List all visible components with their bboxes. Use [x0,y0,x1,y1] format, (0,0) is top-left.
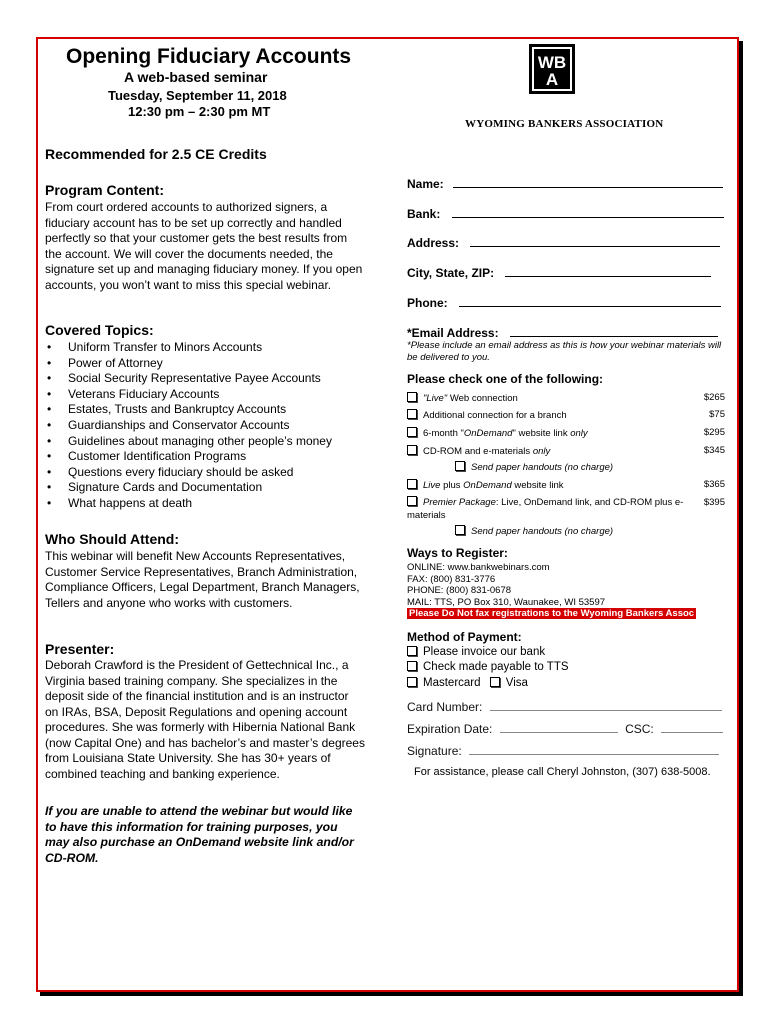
option-paper-handouts-2[interactable]: Send paper handouts (no charge) [455,525,613,537]
email-field[interactable]: *Email Address: [407,325,718,340]
address-input[interactable] [470,235,720,247]
closing-note: If you are unable to attend the webinar but would like to have this information for training purposes, you may also purchase an OnDemand website link and/or CD-ROM. [45,804,354,865]
payment-mastercard[interactable]: Mastercard [407,677,481,689]
checkbox[interactable] [407,661,417,671]
city-state-zip-field[interactable]: City, State, ZIP: [407,265,711,280]
ce-credits: Recommended for 2.5 CE Credits [45,146,267,162]
name-field[interactable]: Name: [407,176,723,191]
option-paper-handouts-1[interactable]: Send paper handouts (no charge) [455,461,613,473]
options-heading: Please check one of the following: [407,372,604,386]
list-item: • Questions every fiduciary should be asked [45,465,365,481]
expiration-input[interactable] [500,721,618,733]
payment-cards [407,677,528,689]
association-name: WYOMING BANKERS ASSOCIATION [465,118,664,130]
list-item: • Guardianships and Conservator Accounts [45,418,365,434]
list-item: • Signature Cards and Documentation [45,480,365,496]
city-state-zip-input[interactable] [505,265,711,277]
checkbox[interactable] [407,646,417,656]
price: $265 [703,392,725,403]
price: $295 [703,427,725,438]
checkbox[interactable] [407,427,417,437]
list-item: • Social Security Representative Payee Accounts [45,371,365,387]
register-fax: FAX: (800) 831-3776 [407,573,496,585]
checkbox[interactable] [407,445,417,455]
option-live[interactable]: "Live" Web connection $265 [407,392,725,404]
assistance-note: For assistance, please call Cheryl Johnston, (307) 638-5008. [414,766,711,778]
card-number-field[interactable]: Card Number: [407,699,722,714]
checkbox[interactable] [407,677,417,687]
list-item: • What happens at death [45,496,365,512]
svg-text:A: A [545,70,559,89]
list-item: • Guidelines about managing other people’s money [45,434,365,450]
register-phone: PHONE: (800) 831-0678 [407,585,512,596]
list-item: • Veterans Fiduciary Accounts [45,387,365,403]
signature-field[interactable]: Signature: [407,743,719,758]
fax-warning: Please Do Not fax registrations to the Wyoming Bankers Assoc [409,608,695,619]
bank-input[interactable] [452,206,724,218]
name-input[interactable] [453,176,723,188]
page-subtitle: A web-based seminar [124,69,268,85]
topics-heading: Covered Topics: [45,322,154,338]
payment-invoice[interactable]: Please invoice our bank [407,646,545,658]
email-note: *Please include an email address as this is how your webinar materials will be delivered to you. [407,340,722,363]
list-item: • Uniform Transfer to Minors Accounts [45,340,365,356]
list-item: • Customer Identification Programs [45,449,365,465]
presenter-heading: Presenter: [45,641,115,657]
attend-heading: Who Should Attend: [45,531,179,547]
csc-input[interactable] [661,721,723,733]
price: $75 [709,409,725,420]
payment-visa[interactable]: Visa [490,677,528,689]
checkbox[interactable] [407,479,417,489]
bank-field[interactable]: Bank: [407,206,724,221]
option-premier[interactable]: Premier Package: Live, OnDemand link, and CD-ROM plus e-materials $395 [407,497,725,521]
payment-heading: Method of Payment: [407,630,522,644]
email-input[interactable] [510,325,718,337]
attend-text: This webinar will benefit New Accounts Representatives, Customer Service Representatives, Branch Administration, Compliance Officers, Legal Department, Branch Managers, Tellers and anyone who works with customers. [45,549,360,610]
option-live-plus[interactable]: Live plus OnDemand website link $365 [407,479,725,491]
wba-logo [528,43,578,97]
checkbox[interactable] [407,392,417,402]
csc-label: CSC: [625,722,654,736]
register-heading: Ways to Register: [407,546,508,560]
register-mail: MAIL: TTS, PO Box 310, Waunakee, WI 53597 [407,596,606,608]
seminar-time: 12:30 pm – 2:30 pm MT [128,104,271,119]
seminar-date: Tuesday, September 11, 2018 [108,88,287,103]
card-number-input[interactable] [490,699,722,711]
expiration-field[interactable]: Expiration Date: CSC: [407,721,723,736]
list-item: • Power of Attorney [45,356,365,372]
program-heading: Program Content: [45,182,164,198]
page-title: Opening Fiduciary Accounts [66,45,352,68]
checkbox[interactable] [490,677,500,687]
phone-input[interactable] [459,295,721,307]
presenter-text: Deborah Crawford is the President of Gettechnical Inc., a Virginia based training company. She specializes in the deposit side of the financial institution and is an instructor on IRAs, BSA, Deposit Regulations and opening account procedures. She was formerly with Hibernia National Bank (now Capital One) and has bachelor’s and master’s degrees from Louisiana State University. She has 30+ years of combined teaching and banking experience. [45,658,365,781]
register-info [407,562,696,620]
checkbox[interactable] [407,409,417,419]
price: $365 [703,479,725,490]
checkbox[interactable] [407,496,417,506]
checkbox[interactable] [455,461,465,471]
signature-input[interactable] [469,743,719,755]
svg-text:WB: WB [537,53,567,72]
topics-list [45,340,365,512]
option-ondemand[interactable]: 6-month "OnDemand" website link only $295 [407,427,725,439]
phone-field[interactable]: Phone: [407,295,721,310]
price: $345 [703,445,725,456]
list-item: • Estates, Trusts and Bankruptcy Accounts [45,402,365,418]
option-cdrom[interactable]: CD-ROM and e-materials only $345 [407,445,725,457]
program-text: From court ordered accounts to authorized signers, a fiduciary account has to be set up correctly and handled perfectly so that your customer gets the best results from the account. We will cover the documents needed, the signature set up and managing fiduciary money. If you open accounts, you won’t want to miss this special webinar. [45,200,363,292]
address-field[interactable]: Address: [407,235,720,250]
option-additional[interactable]: Additional connection for a branch $75 [407,409,725,421]
register-online: ONLINE: www.bankwebinars.com [407,562,550,573]
price: $395 [703,497,725,508]
checkbox[interactable] [455,525,465,535]
payment-check[interactable]: Check made payable to TTS [407,661,569,673]
